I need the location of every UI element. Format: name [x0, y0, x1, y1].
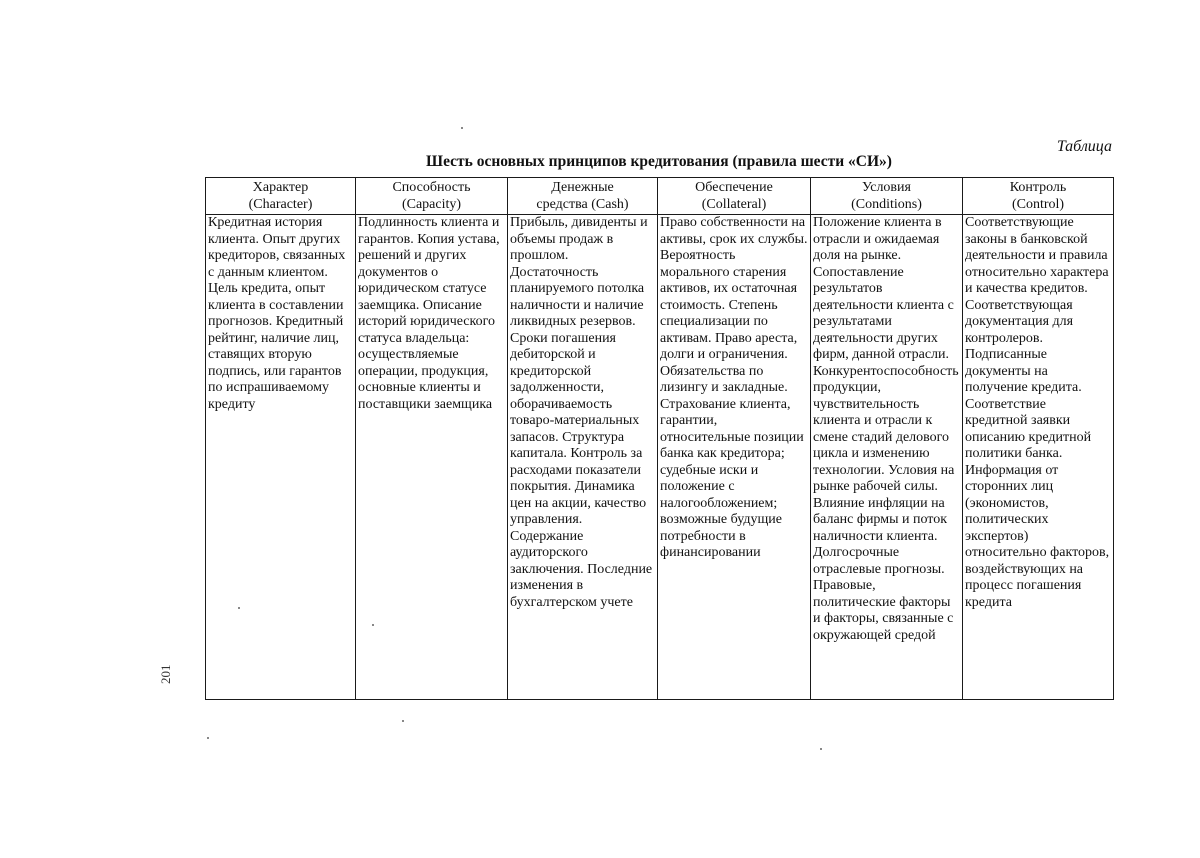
column-subtitle: (Conditions) [851, 197, 922, 212]
cell-collateral: Право собственности на активы, срок их службы. Вероятность морального старения активов, их остаточная стоимость. Степень специализации по активам. Право ареста, долги и ограничения. Обязательства по лизингу и закладные. Страхование клиента, гарантии, относительные позиции банка как кредитора; судебные иски и положение с налогообложением; возможные будущие потребности в финансировании [658, 215, 811, 700]
table-header-row [206, 178, 1114, 215]
scan-speck [402, 720, 404, 722]
cell-capacity: Подлинность клиента и гарантов. Копия устава, решений и других документов о юридическом статусе заемщика. Описание историй юридического статуса владельца: осуществляемые операции, продукция, основные клиенты и поставщики заемщика [356, 215, 508, 700]
column-title: Способность [392, 180, 471, 195]
column-subtitle: (Control) [1011, 197, 1065, 212]
column-subtitle: (Capacity) [401, 197, 462, 212]
column-subtitle: (Collateral) [701, 197, 767, 212]
scan-speck [372, 624, 374, 626]
column-header-control [963, 178, 1114, 215]
scan-speck [461, 127, 463, 129]
page-number: 201 [158, 664, 173, 684]
credit-principles-table [205, 177, 1114, 700]
cell-conditions: Положение клиента в отрасли и ожидаемая доля на рынке. Сопоставление результатов деятельности клиента с результатами деятельности других фирм, данной отрасли. Конкурентоспособность продукции, чувствительность клиента и отрасли к смене стадий делового цикла и изменению технологии. Условия на рынке рабочей силы. Влияние инфляции на баланс фирмы и поток наличности клиента. Долгосрочные отраслевые прогнозы. Правовые, политические факторы и факторы, связанные с окружающей средой [811, 215, 963, 700]
table-row [206, 215, 1114, 700]
column-title: Характер [252, 180, 309, 195]
column-subtitle: средства (Cash) [536, 197, 629, 212]
cell-character: Кредитная история клиента. Опыт других кредиторов, связанных с данным клиентом. Цель кредита, опыт клиента в составлении прогнозов. Кредитный рейтинг, наличие лиц, ставящих вторую подпись, или гарантов по испрашиваемому кредиту [206, 215, 356, 700]
column-title: Контроль [1009, 180, 1067, 195]
column-header-character [206, 178, 356, 215]
column-subtitle: (Character) [248, 197, 313, 212]
cell-cash: Прибыль, дивиденты и объемы продаж в прошлом. Достаточность планируемого потолка наличности и наличие ликвидных резервов. Сроки погашения дебиторской и кредиторской задолженности, оборачиваемость товаро-материальных запасов. Структура капитала. Контроль за расходами показатели покрытия. Динамика цен на акции, качество управления. Содержание аудиторского заключения. Последние изменения в бухгалтерском учете [508, 215, 658, 700]
scan-speck [820, 748, 822, 750]
column-title: Денежные [551, 180, 614, 195]
cell-control: Соответствующие законы в банковской деятельности и правила относительно характера и качества кредитов. Соответствующая документация для контролеров. Подписанные документы на получение кредита. Соответствие кредитной заявки описанию кредитной политики банка. Информация от сторонних лиц (экономистов, политических экспертов) относительно факторов, воздействующих на процесс погашения кредита [963, 215, 1114, 700]
column-header-conditions [811, 178, 963, 215]
table-label: Таблица [1056, 138, 1112, 155]
column-header-collateral [658, 178, 811, 215]
scan-speck [238, 607, 240, 609]
column-title: Обеспечение [695, 180, 773, 195]
table-caption: Шесть основных принципов кредитования (правила шести «СИ») [426, 153, 892, 170]
scan-speck [207, 737, 209, 739]
column-header-cash [508, 178, 658, 215]
column-header-capacity [356, 178, 508, 215]
column-title: Условия [862, 180, 911, 195]
